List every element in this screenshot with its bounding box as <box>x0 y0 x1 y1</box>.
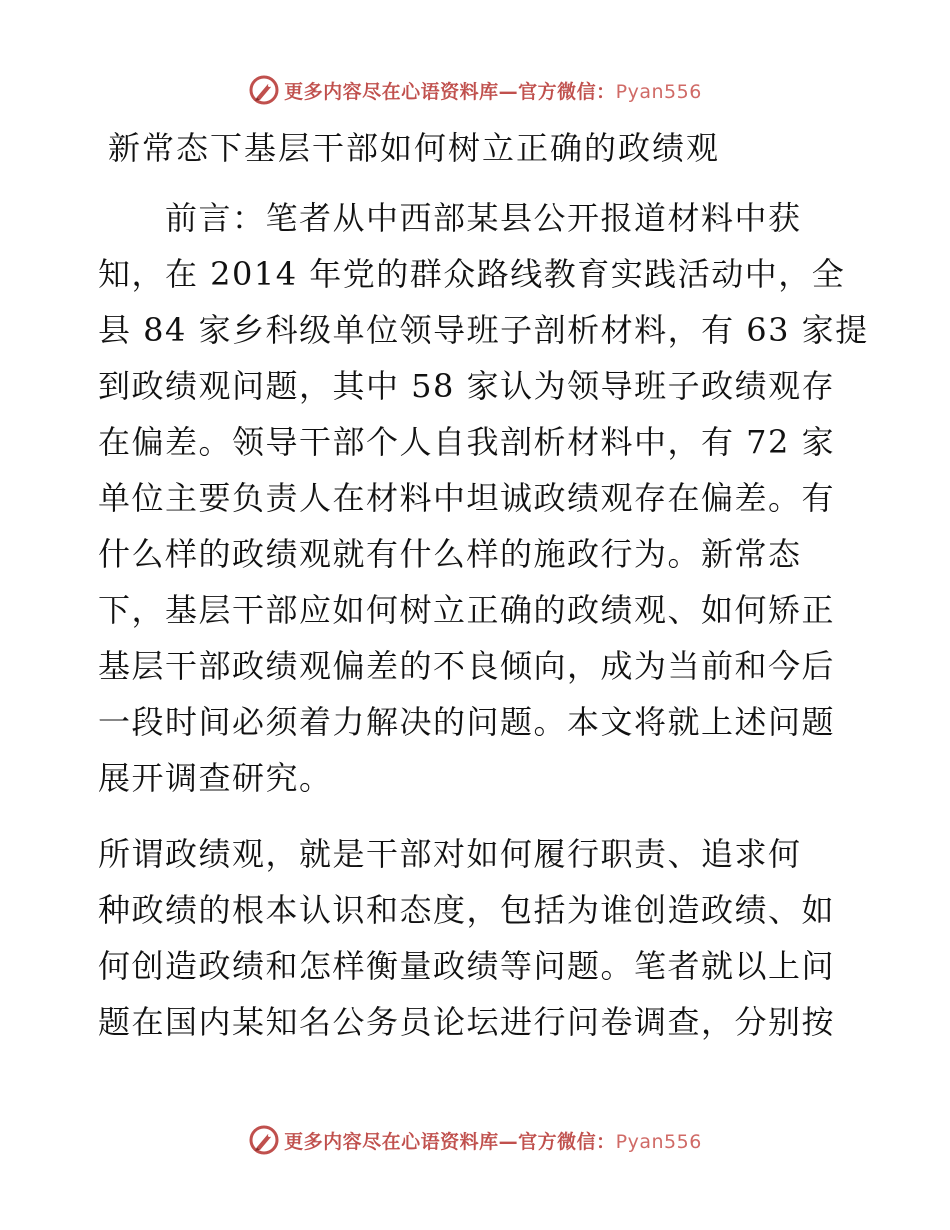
text-line: 什么样的政绩观就有什么样的施政行为。新常态 <box>98 535 802 573</box>
text-line: 题在国内某知名公务员论坛进行问卷调查，分别按 <box>98 1003 836 1041</box>
text-line: 一段时间必须着力解决的问题。本文将就上述问题 <box>98 703 836 741</box>
text-line: 在偏差。领导干部个人自我剖析材料中，有 72 家 <box>98 423 836 461</box>
text-line: 到政绩观问题，其中 58 家认为领导班子政绩观存 <box>98 367 836 405</box>
text-line: 单位主要负责人在材料中坦诚政绩观存在偏差。有 <box>98 479 836 517</box>
text-line: 种政绩的根本认识和态度，包括为谁创造政绩、如 <box>98 891 836 929</box>
text-line: 前言：笔者从中西部某县公开报道材料中获 <box>98 199 802 237</box>
pen-circle-icon <box>248 74 280 106</box>
document-title: 新常态下基层干部如何树立正确的政绩观 <box>108 129 721 167</box>
header-banner <box>0 72 950 108</box>
wechat-id: Pyan556 <box>615 1130 702 1153</box>
text-line: 所谓政绩观，就是干部对如何履行职责、追求何 <box>98 835 802 873</box>
banner-label: 更多内容尽在心语资料库—官方微信：Pyan556 <box>284 1130 702 1153</box>
preface-paragraph <box>98 190 869 806</box>
pen-circle-icon <box>248 1124 280 1156</box>
text-line: 展开调查研究。 <box>98 759 333 797</box>
wechat-id: Pyan556 <box>615 80 702 103</box>
footer-banner <box>0 1122 950 1158</box>
text-line: 基层干部政绩观偏差的不良倾向，成为当前和今后 <box>98 647 836 685</box>
text-line: 下，基层干部应如何树立正确的政绩观、如何矫正 <box>98 591 836 629</box>
text-line: 知，在 2014 年党的群众路线教育实践活动中，全 <box>98 255 846 293</box>
text-line: 县 84 家乡科级单位领导班子剖析材料，有 63 家提 <box>98 311 869 349</box>
body-paragraph <box>98 826 850 1050</box>
text-line: 何创造政绩和怎样衡量政绩等问题。笔者就以上问 <box>98 947 836 985</box>
banner-label: 更多内容尽在心语资料库—官方微信：Pyan556 <box>284 80 702 103</box>
